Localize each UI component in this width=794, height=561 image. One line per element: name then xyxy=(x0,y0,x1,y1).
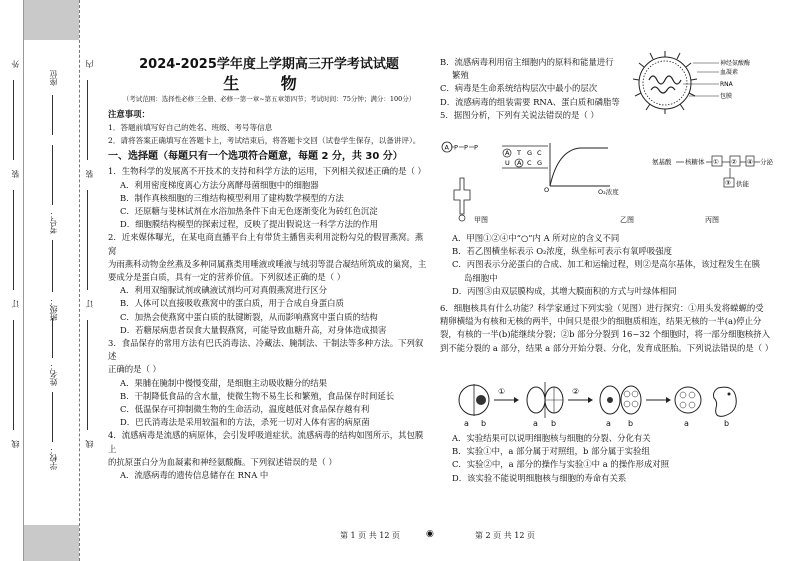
left-questions xyxy=(108,165,430,482)
exam-no-field: 考号： xyxy=(49,210,58,234)
q5-option: D．丙图③由双层膜构成，其增大膜面积的方式与叶绿体相同 xyxy=(452,285,677,296)
rna-u: U xyxy=(505,159,510,167)
bing-1: ① xyxy=(713,158,719,166)
question-stem: 的抗原蛋白分为血凝素和神经氨酸酶。下列叙述错误的是（ ） xyxy=(108,456,337,467)
bing-ribosome: 核糖体 xyxy=(685,158,705,166)
q6-label-a3: a xyxy=(606,419,611,428)
q6-label-a2: a xyxy=(533,419,538,428)
strip-word: 内 xyxy=(85,60,94,68)
virus-label-na: 神经氨酸酶 xyxy=(720,60,751,67)
half-b-3 xyxy=(621,386,641,414)
q6-label-b4: b xyxy=(724,419,730,428)
q6-figure xyxy=(450,382,780,430)
class-field: 班级： xyxy=(49,297,58,321)
strip-word: 线 xyxy=(11,440,20,448)
yi-x-label: O₂浓度 xyxy=(598,188,619,196)
name-field: 姓名： xyxy=(49,362,58,386)
binding-strip xyxy=(0,0,99,561)
q6-label-b1: b xyxy=(481,419,487,428)
q6-step-1: ① xyxy=(498,387,506,396)
strip-dash xyxy=(13,190,14,290)
bing-figure xyxy=(652,156,774,224)
atp-a: A xyxy=(444,143,449,152)
bing-2: ② xyxy=(731,158,737,166)
q6-label-a1: a xyxy=(464,419,469,428)
question-stem: 4．流感病毒是流感的病原体，会引发呼吸道症状。流感病毒的结构如图所示，其包膜上 xyxy=(108,430,424,454)
strip-word: 装 xyxy=(85,170,94,178)
strip-cut-line xyxy=(79,0,81,561)
bing-3: ③ xyxy=(725,179,731,187)
q5-option: A．甲图①②④中“○”内 A 所对应的含义不同 xyxy=(452,233,620,243)
strip-word: 订 xyxy=(11,300,20,308)
strip-dash xyxy=(87,320,88,430)
q5-option: C．丙图表示分泌蛋白的合成、加工和运输过程，则②是高尔基体，该过程发生在胰 xyxy=(452,259,760,270)
q5-figures xyxy=(440,138,785,230)
egg-nucleus xyxy=(476,395,486,405)
dna-a: A xyxy=(505,149,510,157)
exam-info: （考试范围：选择性必修三全册、必修一第一章~第五章第四节；考试时间：75分钟；满分：100分） xyxy=(122,95,416,104)
question-option: B．制作真核细胞的三维结构模型利用了建构数学模型的方法 xyxy=(120,192,344,203)
question-stem: 正确的是（ ） xyxy=(108,364,161,375)
question-option: A．流感病毒的遗传信息储存在 RNA 中 xyxy=(120,470,269,481)
notes-heading: 注意事项： xyxy=(108,108,150,119)
strip-word: 装 xyxy=(11,170,20,178)
yi-origin: O xyxy=(544,186,550,194)
question-option: B．干制降低食品的含水量，使微生物不易生长和繁殖，食品保存时间延长 xyxy=(120,390,395,401)
bing-4: ④ xyxy=(747,158,753,166)
strip-dash xyxy=(87,190,88,290)
q6-label-b3: b xyxy=(628,419,634,428)
q6-stem: 裂，有核的一半(b)能继续分裂；②b 部分分裂到 16~32 个细胞时，将一部分细胞核挤入 xyxy=(440,329,770,340)
q4-option: B．流感病毒利用宿主细胞内的原料和能量进行 xyxy=(440,57,614,67)
question-option: D．巴氏消毒法是采用较温和的方法，杀死一切对人体有害的病原菌 xyxy=(120,417,370,428)
q6-label-b2: b xyxy=(551,419,557,428)
name-underline xyxy=(52,318,53,358)
strip-shade-top xyxy=(23,0,79,40)
dna-t: T xyxy=(517,149,521,157)
rna-c: C xyxy=(527,159,532,167)
question-option: C．加热会使燕窝中蛋白质的肽键断裂，从而影响燕窝中蛋白质的结构 xyxy=(120,311,378,322)
yi-caption: 乙图 xyxy=(620,216,634,224)
jia-figure xyxy=(442,142,548,224)
half-b-3-cells xyxy=(624,391,638,407)
q5-option-cont: 岛细胞中 xyxy=(464,272,498,283)
q5-option: B．若乙图横坐标表示 O₂浓度，纵坐标可表示有氧呼吸强度 xyxy=(452,246,673,257)
question-option: D．若糖尿病患者误食大量假燕窝，可能导致血糖升高，对身体造成损害 xyxy=(120,324,387,335)
atp-p3: P xyxy=(474,143,478,152)
school-underline xyxy=(52,392,53,442)
question-option: B．人体可以直接吸收燕窝中的蛋白质，用于合成自身蛋白质 xyxy=(120,298,344,309)
notes-item: 1．答题前填写好自己的姓名、班级、考号等信息 xyxy=(108,122,273,132)
question-stem: 要成分是蛋白质，具有一定的营养价值。下列叙述正确的是（ ） xyxy=(108,272,346,283)
question-stem: 3．食品保存的常用方法有巴氏消毒法、冷藏法、腌制法、干制法等多种方法。下列叙述 xyxy=(108,338,424,362)
embryo-b xyxy=(714,387,737,416)
strip-word: 订 xyxy=(85,300,94,308)
subject-title: 生 物 xyxy=(223,74,315,94)
q6-stem: 6．细胞核具有什么功能？科学家通过下列实验（见图）进行探究：①用头发将蝾螈的受 xyxy=(440,303,764,314)
class-underline xyxy=(52,240,53,292)
atp-p2: P xyxy=(464,143,468,152)
virus-label-envelope: 包膜 xyxy=(720,93,733,100)
question-option: C．低温保存可抑制微生物的生命活动，温度越低对食品保存越有利 xyxy=(120,404,370,415)
rna-a: A xyxy=(517,159,522,167)
strip-shade-bottom xyxy=(23,525,79,561)
atp-p1: P xyxy=(454,143,458,152)
yi-curve xyxy=(550,148,608,186)
question-stem: 2．近来媒体曝光，在某电商直播平台上有带货主播售卖利用淀粉勾兑的假冒燕窝。燕窝 xyxy=(108,232,424,256)
question-stem: 为雨燕科动物金丝燕及多种同属燕类用唾液或唾液与绒羽等混合凝结所筑成的巢窝，主 xyxy=(108,258,427,269)
page-title: 2024-2025学年度上学期高三开学考试试题 xyxy=(139,57,399,72)
bing-supply: 供能 xyxy=(736,180,749,188)
question-option: A．利用密度梯度离心方法分离酵母菌细胞中的细胞器 xyxy=(120,179,319,190)
seat-underline xyxy=(52,95,53,135)
question-option: A．利用双缩脲试剂或碘液试剂均可对真假燕窝进行区分 xyxy=(120,285,328,296)
seat-field: 座位 xyxy=(49,70,58,86)
jia-caption: 甲图 xyxy=(474,216,488,224)
embryo-a-cells xyxy=(680,392,695,408)
virus-envelope xyxy=(639,57,691,109)
q6-stem: 到不能分裂的 a 部分，结果 a 部分开始分裂、分化，发育成胚胎。下列说法错误的是（ ） xyxy=(440,342,774,353)
yi-figure xyxy=(544,143,634,224)
q6-option: D．该实验不能说明细胞核与细胞的寿命有关系 xyxy=(452,472,627,483)
q6-stem: 精卵横缢为有核和无核的两半，中间只是很少的细胞质相连，结果无核的一半(a)停止分 xyxy=(440,316,762,327)
question-option: C．还原糖与斐林试剂在水浴加热条件下由无色逐渐变化为砖红色沉淀 xyxy=(120,206,378,217)
embryo-a xyxy=(675,387,701,413)
dna-g: G xyxy=(527,149,533,157)
q6-option: A．实验结果可以说明细胞核与细胞的分裂、分化有关 xyxy=(452,433,651,443)
strip-word: 线 xyxy=(85,440,94,448)
school-field: 学校： xyxy=(49,446,58,470)
trna-circle xyxy=(459,215,465,221)
q4-option: C．病毒是生命系统结构层次中最小的层次 xyxy=(440,83,598,94)
q4-option-cont: 繁殖 xyxy=(452,70,469,81)
strip-word: 外 xyxy=(11,60,20,68)
strip-dash xyxy=(13,80,14,160)
dna-c: C xyxy=(537,149,542,157)
strip-fold-line xyxy=(23,0,25,561)
footer-left: 第 1 页 共 12 页 xyxy=(340,531,400,540)
left-column xyxy=(108,58,430,482)
section-heading: 一、选择题（每题只有一个选项符合题意，每题 2 分，共 30 分） xyxy=(108,151,403,163)
bing-aa: 氨基酸 xyxy=(652,158,672,166)
notes-item: 2．请将答案正确填写在答题卡上，考试结束后，将答题卡交回（试卷学生保存，以备讲评）。 xyxy=(108,136,421,146)
q6-label-a4: a xyxy=(684,419,689,428)
q6-option: B．实验①中，a 部分属于对照组，b 部分属于实验组 xyxy=(452,446,650,457)
exam-no-underline xyxy=(52,145,53,205)
q6-options xyxy=(440,432,785,485)
virus-figure xyxy=(627,50,787,114)
strip-dash xyxy=(13,320,14,430)
center-dot-icon: ◉ xyxy=(426,529,434,539)
rna-g: G xyxy=(537,159,543,167)
q4-option: D．流感病毒的组装需要 RNA、蛋白质和磷脂等 xyxy=(440,96,620,107)
q6-step-2: ② xyxy=(572,387,580,396)
question-option: D．细胞膜结构模型的探索过程，反映了提出假说这一科学方法的作用 xyxy=(120,219,378,230)
virus-label-rna: RNA xyxy=(720,81,733,88)
right-lower xyxy=(440,232,785,355)
bing-caption: 丙图 xyxy=(705,216,719,224)
embryo-eye xyxy=(728,393,731,396)
strip-dash xyxy=(87,80,88,160)
question-option: A．果脯在腌制中慢慢变甜，是细胞主动吸收糖分的结果 xyxy=(120,377,328,388)
q5-stem: 5．据图分析，下列有关说法错误的是（ ） xyxy=(440,109,599,120)
virus-label-ha: 血凝素 xyxy=(720,69,739,76)
bing-secrete: 分泌 xyxy=(760,158,773,166)
injected-nucleus xyxy=(607,397,613,403)
q6-option: C．实验②中，a 部分的操作与实验①中 a 的操作形成对照 xyxy=(452,459,670,470)
footer-right: 第 2 页 共 12 页 xyxy=(475,531,535,540)
question-stem: 1．生物科学的发展离不开技术的支持和科学方法的运用，下列相关叙述正确的是（ ） xyxy=(108,166,426,177)
half-a xyxy=(527,387,545,413)
trna-shape xyxy=(454,178,470,214)
